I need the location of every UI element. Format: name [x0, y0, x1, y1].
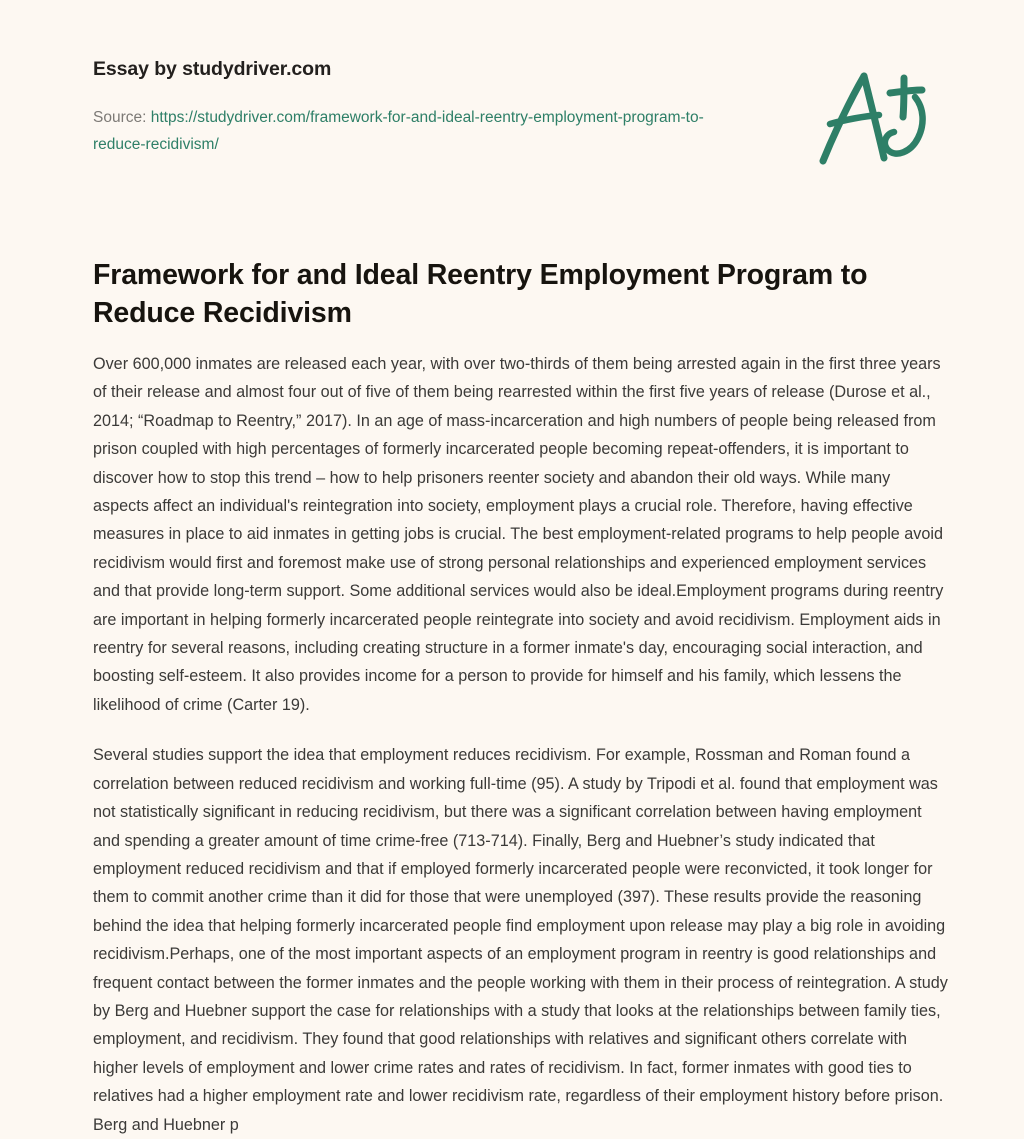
- paragraph: Over 600,000 inmates are released each year, with over two-thirds of them being arrested again in the first three years of their release and almost four out of five of them being rearrested within the first five years of release (Durose et al., 2014; “Roadmap to Reentry,” 2017). In an age of mass-incarceration and high numbers of people being released from prison coupled with high percentages of formerly incarcerated people becoming repeat-offenders, it is important to discover how to stop this trend – how to help prisoners reenter society and abandon their old ways. While many aspects affect an individual's reintegration into society, employment plays a crucial role. Therefore, having effective measures in place to aid inmates in getting jobs is crucial. The best employment-related programs to help people avoid recidivism would first and foremost make use of strong personal relationships and experienced employment services and that provide long-term support. Some additional services would also be ideal.Employment programs during reentry are important in helping formerly incarcerated people reintegrate into society and avoid recidivism. Employment aids in reentry for several reasons, including creating structure in a former inmate's day, encouraging social interaction, and boosting self-esteem. It also provides income for a person to provide for himself and his family, which lessens the likelihood of crime (Carter 19).: [93, 355, 944, 714]
- a-plus-logo: [812, 62, 942, 174]
- essay-body: [93, 350, 949, 1139]
- page-header: [93, 56, 793, 158]
- byline: Essay by studydriver.com: [93, 58, 332, 80]
- page-title: Framework for and Ideal Reentry Employment Program to Reduce Recidivism: [93, 259, 868, 329]
- source-line: [93, 104, 753, 158]
- source-label: Source:: [93, 109, 147, 126]
- source-url-link[interactable]: https://studydriver.com/framework-for-and-ideal-reentry-employment-program-to-reduce-recidivism/: [93, 109, 704, 153]
- paragraph: Several studies support the idea that employment reduces recidivism. For example, Rossman and Roman found a correlation between reduced recidivism and working full-time (95). A study by Tripodi et al. found that employment was not statistically significant in reducing recidivism, but there was a significant correlation between having employment and spending a greater amount of time crime-free (713-714). Finally, Berg and Huebner’s study indicated that employment reduced recidivism and that if employed formerly incarcerated people were reconvicted, it took longer for them to commit another crime than it did for those that were unemployed (397). These results provide the reasoning behind the idea that helping formerly incarcerated people find employment upon release may play a big role in avoiding recidivism.Perhaps, one of the most important aspects of an employment program in reentry is good relationships and frequent contact between the former inmates and the people working with them in their process of reintegration. A study by Berg and Huebner support the case for relationships with a study that looks at the relationships between family ties, employment, and recidivism. They found that good relationships with relatives and significant others correlate with higher levels of employment and lower crime rates and rates of recidivism. In fact, former inmates with good ties to relatives had a higher employment rate and lower recidivism rate, regardless of their employment history before prison. Berg and Huebner p: [93, 746, 948, 1134]
